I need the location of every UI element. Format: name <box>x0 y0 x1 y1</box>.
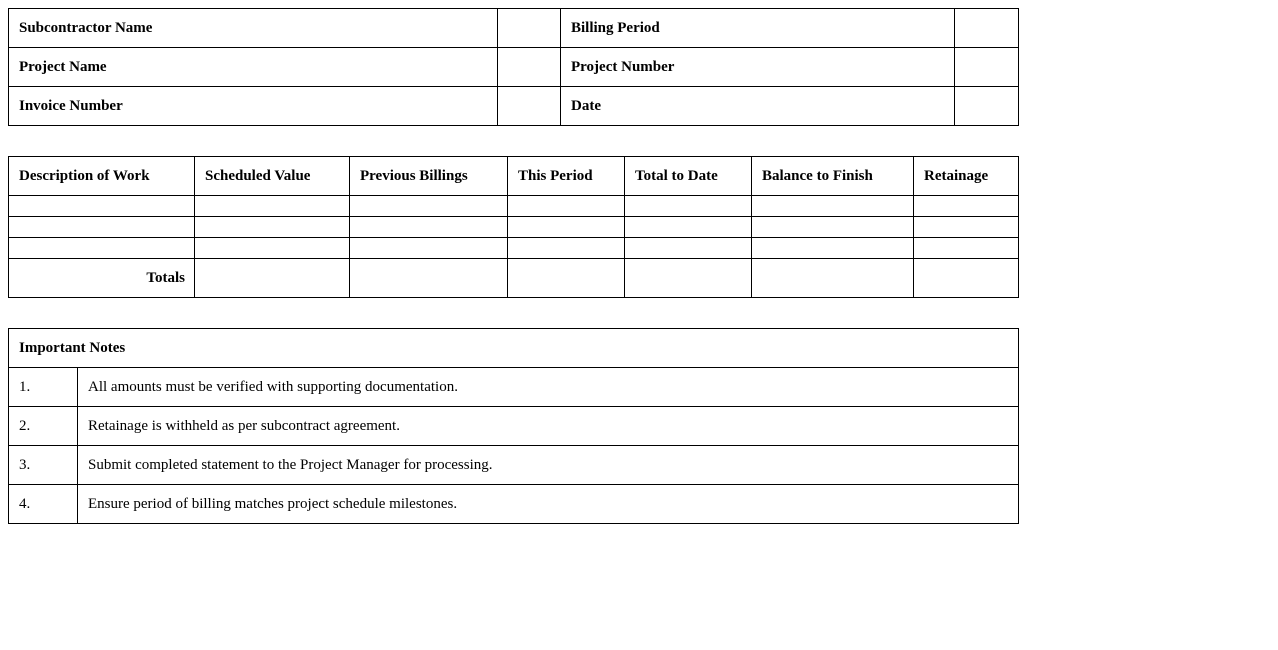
table-row <box>9 196 1019 217</box>
scheduled-value-cell[interactable] <box>195 238 350 259</box>
project-name-value[interactable] <box>498 48 561 87</box>
note-text: Submit completed statement to the Project Manager for processing. <box>78 446 1019 485</box>
previous-billings-cell[interactable] <box>350 217 508 238</box>
totals-row <box>9 259 1019 298</box>
description-cell[interactable] <box>9 238 195 259</box>
column-header-total-to-date: Total to Date <box>625 157 752 196</box>
balance-to-finish-total[interactable] <box>752 259 914 298</box>
subcontractor-name-label: Subcontractor Name <box>9 9 498 48</box>
scheduled-value-cell[interactable] <box>195 217 350 238</box>
list-item <box>9 446 1019 485</box>
notes-title: Important Notes <box>9 329 1019 368</box>
project-number-value[interactable] <box>955 48 1019 87</box>
invoice-number-label: Invoice Number <box>9 87 498 126</box>
column-header-description: Description of Work <box>9 157 195 196</box>
info-row <box>9 48 1019 87</box>
notes-header-row <box>9 329 1019 368</box>
column-header-this-period: This Period <box>508 157 625 196</box>
scheduled-value-cell[interactable] <box>195 196 350 217</box>
list-item <box>9 485 1019 524</box>
info-row <box>9 87 1019 126</box>
billing-period-value[interactable] <box>955 9 1019 48</box>
balance-to-finish-cell[interactable] <box>752 217 914 238</box>
retainage-cell[interactable] <box>914 217 1019 238</box>
invoice-number-value[interactable] <box>498 87 561 126</box>
list-item <box>9 407 1019 446</box>
totals-label: Totals <box>9 259 195 298</box>
previous-billings-cell[interactable] <box>350 238 508 259</box>
this-period-cell[interactable] <box>508 217 625 238</box>
column-header-retainage: Retainage <box>914 157 1019 196</box>
note-number: 2. <box>9 407 78 446</box>
total-to-date-cell[interactable] <box>625 238 752 259</box>
billing-table <box>8 156 1019 298</box>
balance-to-finish-cell[interactable] <box>752 238 914 259</box>
total-to-date-cell[interactable] <box>625 196 752 217</box>
list-item <box>9 368 1019 407</box>
total-to-date-total[interactable] <box>625 259 752 298</box>
retainage-cell[interactable] <box>914 238 1019 259</box>
balance-to-finish-cell[interactable] <box>752 196 914 217</box>
date-value[interactable] <box>955 87 1019 126</box>
note-number: 1. <box>9 368 78 407</box>
note-text: Ensure period of billing matches project schedule milestones. <box>78 485 1019 524</box>
table-row <box>9 238 1019 259</box>
description-cell[interactable] <box>9 196 195 217</box>
table-row <box>9 217 1019 238</box>
retainage-total[interactable] <box>914 259 1019 298</box>
note-text: All amounts must be verified with supporting documentation. <box>78 368 1019 407</box>
note-text: Retainage is withheld as per subcontract agreement. <box>78 407 1019 446</box>
date-label: Date <box>561 87 955 126</box>
retainage-cell[interactable] <box>914 196 1019 217</box>
this-period-cell[interactable] <box>508 196 625 217</box>
info-row <box>9 9 1019 48</box>
column-header-balance-to-finish: Balance to Finish <box>752 157 914 196</box>
this-period-cell[interactable] <box>508 238 625 259</box>
billing-header-row <box>9 157 1019 196</box>
column-header-previous-billings: Previous Billings <box>350 157 508 196</box>
scheduled-value-total[interactable] <box>195 259 350 298</box>
description-cell[interactable] <box>9 217 195 238</box>
billing-period-label: Billing Period <box>561 9 955 48</box>
invoice-info-table <box>8 8 1019 126</box>
this-period-total[interactable] <box>508 259 625 298</box>
subcontractor-name-value[interactable] <box>498 9 561 48</box>
project-number-label: Project Number <box>561 48 955 87</box>
previous-billings-total[interactable] <box>350 259 508 298</box>
column-header-scheduled-value: Scheduled Value <box>195 157 350 196</box>
important-notes-table <box>8 328 1019 524</box>
project-name-label: Project Name <box>9 48 498 87</box>
note-number: 3. <box>9 446 78 485</box>
previous-billings-cell[interactable] <box>350 196 508 217</box>
note-number: 4. <box>9 485 78 524</box>
total-to-date-cell[interactable] <box>625 217 752 238</box>
